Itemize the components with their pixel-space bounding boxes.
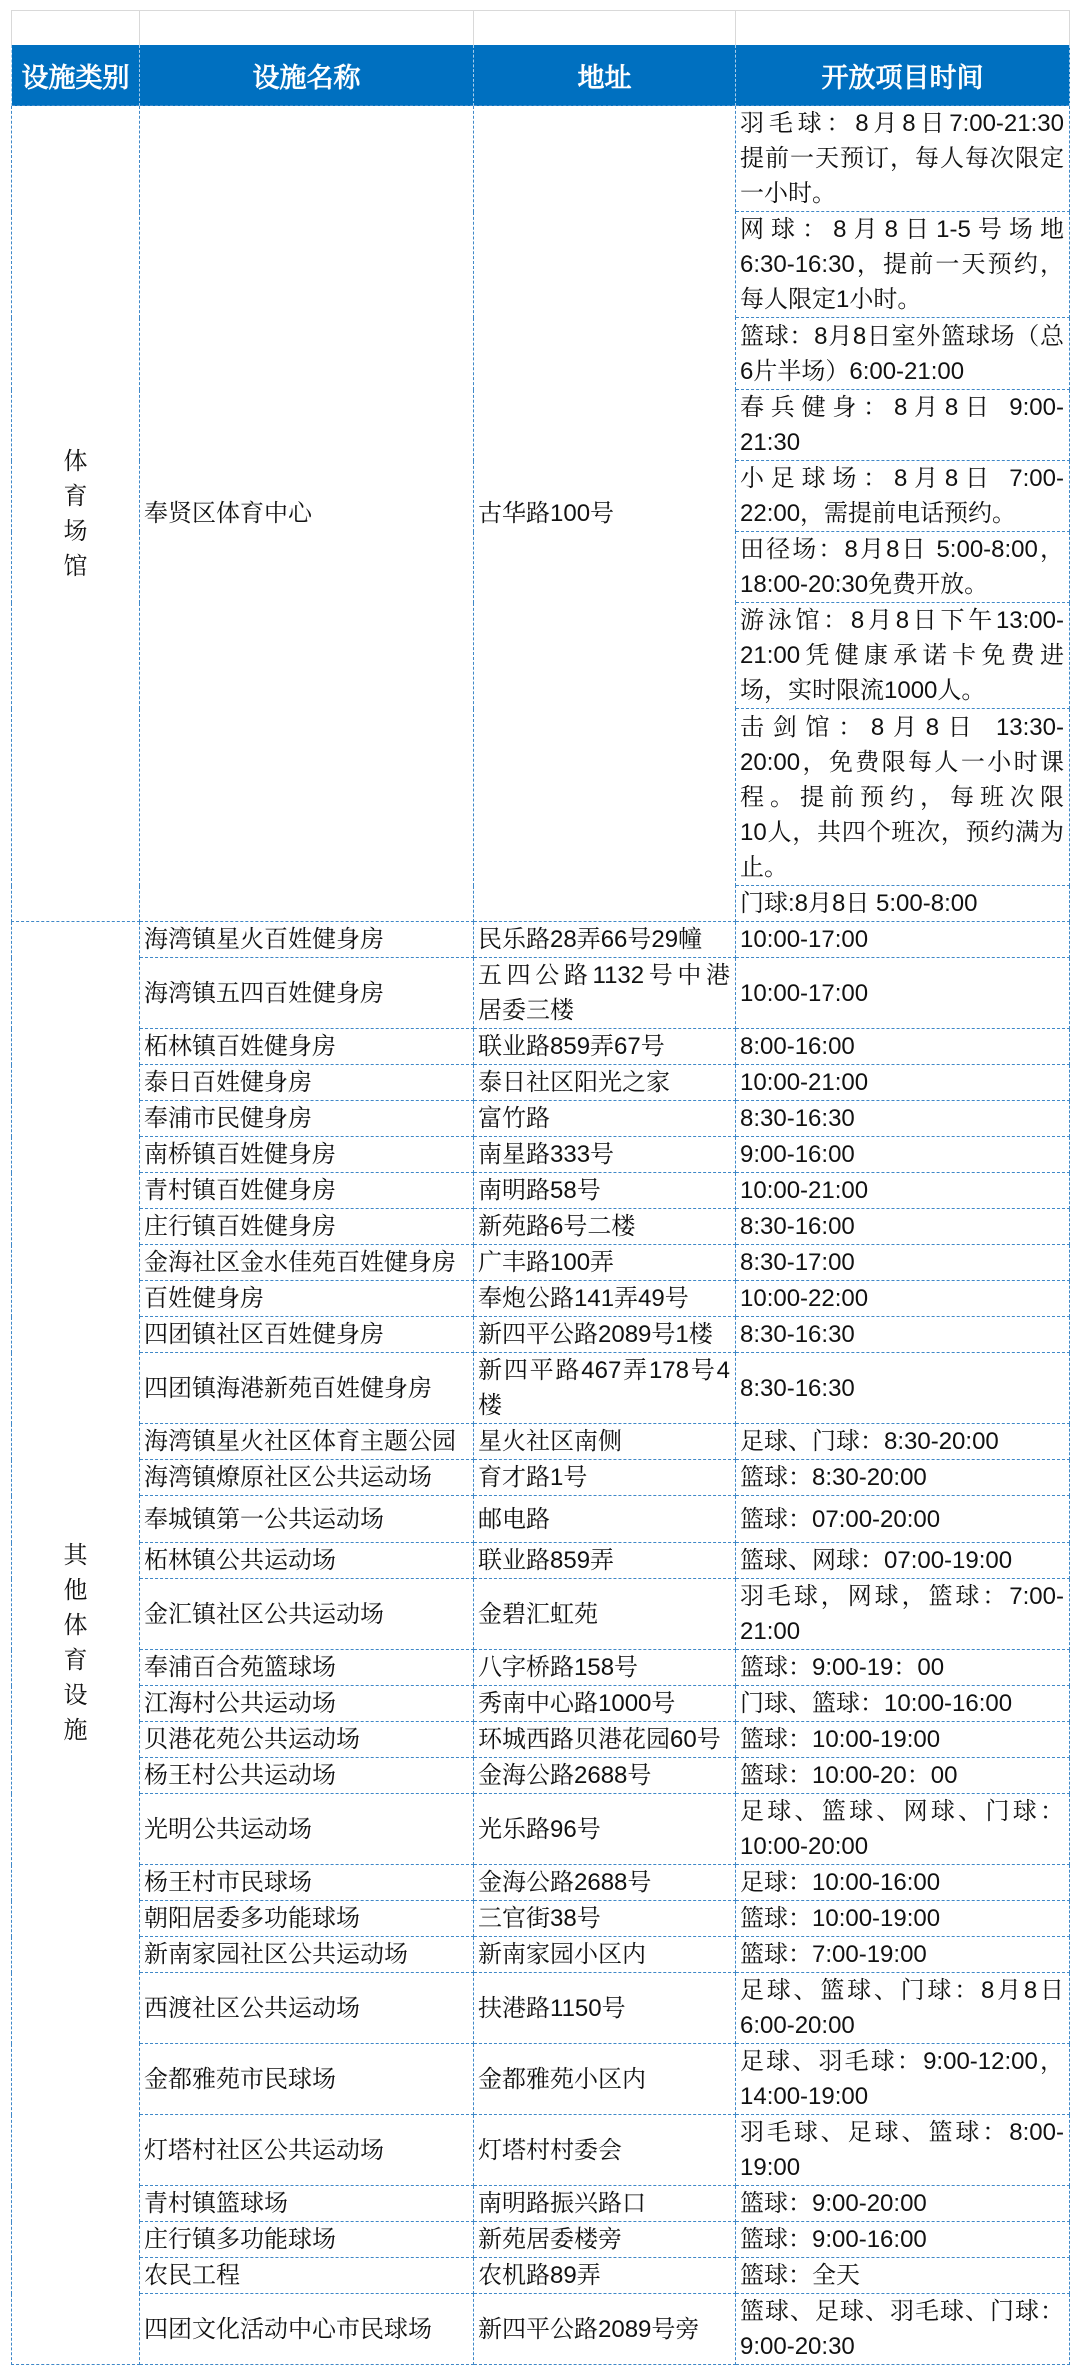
facility-name-cell (140, 2044, 474, 2115)
cell-text-line: 8:30-16:30 (740, 1374, 855, 1402)
cell-text-line: 金都雅苑市民球场 (144, 2065, 336, 2093)
hours-cell (736, 2258, 1070, 2294)
cell-text-line: 金海社区金水佳苑百姓健身房 (144, 1249, 456, 1276)
hours-cell (736, 212, 1070, 318)
hours-cell (736, 1460, 1070, 1496)
hours-cell (736, 1973, 1070, 2044)
cell-text-line: 篮球：8:30-20:00 (740, 1464, 927, 1491)
hours-cell (736, 1137, 1070, 1173)
cell-text-line: 西渡社区公共运动场 (144, 1994, 360, 2022)
cell-text-line: 足球：10:00-16:00 (740, 1869, 941, 1896)
cell-text-line: 金都雅苑小区内 (478, 2065, 646, 2093)
cell-text-line: 新南家园社区公共运动场 (144, 1941, 408, 1968)
cell-text-line: 居委三楼 (478, 997, 574, 1024)
table-row (12, 2222, 1070, 2258)
facility-name-cell (140, 1029, 474, 1065)
facility-name-cell (140, 1722, 474, 1758)
cell-text-line: 羽毛球，网球，篮球：7:00- (740, 1583, 1064, 1610)
cell-text-line: 灯塔村社区公共运动场 (144, 2136, 384, 2164)
blank-cell (12, 11, 140, 46)
cell-text-line: 6:00-20:00 (740, 2012, 855, 2039)
facility-name-cell (140, 1281, 474, 1317)
facility-name-cell (140, 2115, 474, 2186)
address-cell (474, 1245, 736, 1281)
cell-text-line: 篮球：7:00-19:00 (740, 1941, 927, 1968)
table-row (12, 1173, 1070, 1209)
cell-text-line: 21:00 (740, 1618, 801, 1645)
address-cell (474, 1758, 736, 1794)
table-row (12, 1937, 1070, 1973)
hours-cell (736, 1065, 1070, 1101)
address-cell (474, 1101, 736, 1137)
cell-text-line: 光乐路96号 (478, 1815, 601, 1843)
cell-text-line: 杨王村市民球场 (144, 1869, 312, 1896)
category-label: 体育场馆 (63, 447, 88, 580)
cell-text-line: 泰日社区阳光之家 (478, 1069, 670, 1096)
cell-text-line: 三官街38号 (478, 1905, 601, 1932)
hours-cell (736, 1579, 1070, 1650)
table-row (12, 1245, 1070, 1281)
cell-text-line: 南桥镇百姓健身房 (144, 1141, 336, 1168)
cell-text-line: 篮球、足球、羽毛球、门球： (740, 2298, 1064, 2325)
table-row (12, 1424, 1070, 1460)
cell-text-line: 击剑馆：8月8日 13:30- (740, 713, 1064, 741)
address-cell (474, 958, 736, 1029)
cell-text-line: 秀南中心路1000号 (478, 1690, 676, 1717)
table-row (12, 1281, 1070, 1317)
address-cell (474, 106, 736, 922)
table-row (12, 1353, 1070, 1424)
cell-text-line: 19:00 (740, 2154, 801, 2181)
blank-row (12, 11, 1070, 46)
cell-text-line: 农机路89弄 (478, 2262, 601, 2289)
hours-cell (736, 1496, 1070, 1543)
table-row (12, 1865, 1070, 1901)
table-row (12, 1543, 1070, 1579)
hours-cell (736, 1650, 1070, 1686)
hours-cell (736, 2115, 1070, 2186)
facility-name-cell (140, 2222, 474, 2258)
cell-text-line: 联业路859弄67号 (478, 1033, 665, 1060)
cell-text-line: 8:30-16:30 (740, 1321, 855, 1348)
address-cell (474, 2222, 736, 2258)
table-row (12, 1496, 1070, 1543)
address-cell (474, 1901, 736, 1937)
table-row (12, 1794, 1070, 1865)
cell-text-line: 光明公共运动场 (144, 1815, 312, 1843)
cell-text-line: 奉浦市民健身房 (144, 1105, 312, 1132)
hours-cell (736, 1937, 1070, 1973)
address: 古华路100号 (478, 500, 615, 527)
cell-text-line: 新苑路6号二楼 (478, 1213, 636, 1240)
cell-text-line: 10:00-22:00 (740, 1285, 869, 1312)
cell-text-line: 8:30-17:00 (740, 1249, 855, 1276)
hours-cell (736, 958, 1070, 1029)
cell-text-line: 网球：8月8日1-5号场地 (740, 216, 1064, 243)
cell-text-line: 联业路859弄 (478, 1547, 615, 1574)
hours-cell (736, 2186, 1070, 2222)
cell-text-line: 10:00-17:00 (740, 979, 869, 1007)
cell-text-line: 江海村公共运动场 (144, 1690, 336, 1717)
hours-cell (736, 1353, 1070, 1424)
table-row (12, 1137, 1070, 1173)
facility-name-cell (140, 2186, 474, 2222)
table-row (12, 1722, 1070, 1758)
cell-text-line: 篮球：全天 (740, 2262, 860, 2289)
table-row (12, 1317, 1070, 1353)
category-label: 其他体育设施 (63, 1542, 88, 1744)
cell-text-line: 环城西路贝港花园60号 (478, 1726, 721, 1753)
cell-text-line: 奉炮公路141弄49号 (478, 1285, 689, 1312)
cell-text-line: 22:00，需提前电话预约。 (740, 500, 1017, 527)
cell-text-line: 农民工程 (144, 2262, 240, 2289)
address-cell (474, 1460, 736, 1496)
cell-text-line: 程。提前预约，每班次限 (740, 783, 1064, 811)
facility-name-cell (140, 1496, 474, 1543)
table-row (12, 1686, 1070, 1722)
facility-name-cell (140, 1065, 474, 1101)
cell-text-line: 篮球：10:00-19:00 (740, 1905, 941, 1932)
hours-cell (736, 318, 1070, 390)
table-row (12, 2115, 1070, 2186)
header-row (12, 45, 1070, 106)
facility-table (11, 10, 1070, 2365)
address-cell (474, 1209, 736, 1245)
cell-text-line: 门球、篮球：10:00-16:00 (740, 1690, 1013, 1717)
table-row (12, 1901, 1070, 1937)
hours-cell (736, 1281, 1070, 1317)
address-cell (474, 1281, 736, 1317)
address-cell (474, 1065, 736, 1101)
cell-text-line: 南星路333号 (478, 1141, 615, 1168)
cell-text-line: 金海公路2688号 (478, 1869, 652, 1896)
cell-text-line: 新南家园小区内 (478, 1941, 646, 1968)
cell-text-line: 止。 (740, 853, 788, 881)
address-cell (474, 2186, 736, 2222)
address-cell (474, 1496, 736, 1543)
table-row (12, 1101, 1070, 1137)
facility-name-cell (140, 2294, 474, 2365)
category-cell (12, 922, 140, 2365)
cell-text-line: 足球、篮球、网球、门球： (740, 1798, 1064, 1825)
address-cell (474, 2294, 736, 2365)
hours-cell (736, 2294, 1070, 2365)
hours-cell (736, 1794, 1070, 1865)
cell-text-line: 海湾镇五四百姓健身房 (144, 979, 384, 1007)
cell-text-line: 篮球：8月8日室外篮球场（总 (740, 322, 1064, 350)
facility-name-cell (140, 1543, 474, 1579)
cell-text-line: 每人限定1小时。 (740, 286, 922, 313)
table-row (12, 2044, 1070, 2115)
header-category: 设施类别 (12, 45, 140, 106)
table-row (12, 1758, 1070, 1794)
table-row (12, 2186, 1070, 2222)
cell-text-line: 8:30-16:30 (740, 1105, 855, 1132)
cell-text-line: 田径场：8月8日 5:00-8:00， (740, 536, 1064, 563)
address-cell (474, 922, 736, 958)
hours-cell (736, 1101, 1070, 1137)
address-cell (474, 1424, 736, 1460)
cell-text-line: 八字桥路158号 (478, 1654, 639, 1681)
address-cell (474, 2258, 736, 2294)
cell-text-line: 庄行镇百姓健身房 (144, 1213, 336, 1240)
address-cell (474, 1173, 736, 1209)
facility-name-cell (140, 1973, 474, 2044)
cell-text-line: 庄行镇多功能球场 (144, 2226, 336, 2253)
cell-text-line: 广丰路100弄 (478, 1249, 615, 1276)
address-cell (474, 2044, 736, 2115)
address-cell (474, 1686, 736, 1722)
cell-text-line: 羽毛球：8月8日7:00-21:30 (740, 110, 1064, 137)
cell-text-line: 海湾镇星火社区体育主题公园 (144, 1428, 456, 1455)
facility-name-cell (140, 106, 474, 922)
hours-cell (736, 1722, 1070, 1758)
cell-text-line: 金海公路2688号 (478, 1762, 652, 1789)
cell-text-line: 新四平路467弄178号4 (478, 1357, 730, 1384)
hours-cell (736, 1424, 1070, 1460)
table-row (12, 1209, 1070, 1245)
hours-cell (736, 1173, 1070, 1209)
cell-text-line: 10:00-21:00 (740, 1069, 869, 1096)
table-row (12, 1579, 1070, 1650)
cell-text-line: 羽毛球、足球、篮球：8:00- (740, 2119, 1064, 2146)
address-cell (474, 1865, 736, 1901)
table-row (12, 1460, 1070, 1496)
cell-text-line: 6片半场）6:00-21:00 (740, 357, 965, 385)
facility-name-cell (140, 1758, 474, 1794)
cell-text-line: 提前一天预订，每人每次限定 (740, 145, 1064, 172)
cell-text-line: 10:00-17:00 (740, 926, 869, 953)
address-cell (474, 1650, 736, 1686)
header-open-hours: 开放项目时间 (736, 45, 1070, 106)
table-row (12, 1065, 1070, 1101)
cell-text-line: 21:00凭健康承诺卡免费进 (740, 642, 1064, 669)
cell-text-line: 20:00，免费限每人一小时课 (740, 748, 1064, 776)
cell-text-line: 富竹路 (478, 1105, 550, 1132)
facility-name-cell (140, 1209, 474, 1245)
cell-text-line: 贝港花苑公共运动场 (144, 1726, 360, 1753)
cell-text-line: 21:30 (740, 429, 801, 456)
facility-name-cell (140, 1460, 474, 1496)
cell-text-line: 14:00-19:00 (740, 2083, 869, 2110)
hours-cell (736, 1865, 1070, 1901)
hours-cell (736, 532, 1070, 603)
cell-text-line: 10:00-20:00 (740, 1833, 869, 1860)
cell-text-line: 新四平公路2089号旁 (478, 2315, 700, 2343)
address-cell (474, 1543, 736, 1579)
hours-cell (736, 922, 1070, 958)
cell-text-line: 场，实时限流1000人。 (740, 677, 986, 704)
cell-text-line: 朝阳居委多功能球场 (144, 1905, 360, 1932)
hours-cell (736, 886, 1070, 922)
cell-text-line: 6:30-16:30，提前一天预约， (740, 251, 1064, 278)
cell-text-line: 篮球：9:00-16:00 (740, 2226, 927, 2253)
cell-text-line: 泰日百姓健身房 (144, 1069, 312, 1096)
facility-name-cell (140, 1137, 474, 1173)
cell-text-line: 青村镇百姓健身房 (144, 1177, 336, 1204)
facility-name-cell (140, 958, 474, 1029)
cell-text-line: 篮球：07:00-20:00 (740, 1505, 941, 1533)
address-cell (474, 1794, 736, 1865)
facility-name-cell (140, 1101, 474, 1137)
cell-text-line: 百姓健身房 (144, 1285, 264, 1312)
cell-text-line: 篮球：9:00-19：00 (740, 1654, 945, 1681)
table-row (12, 2294, 1070, 2365)
hours-cell (736, 2044, 1070, 2115)
cell-text-line: 8:30-16:00 (740, 1213, 855, 1240)
cell-text-line: 9:00-16:00 (740, 1141, 855, 1168)
cell-text-line: 民乐路28弄66号29幢 (478, 926, 703, 953)
cell-text-line: 篮球：10:00-20：00 (740, 1762, 958, 1789)
cell-text-line: 10人，共四个班次，预约满为 (740, 818, 1064, 846)
cell-text-line: 8:00-16:00 (740, 1033, 855, 1060)
category-cell (12, 106, 140, 922)
address-cell (474, 1937, 736, 1973)
cell-text-line: 楼 (478, 1392, 502, 1419)
hours-cell (736, 603, 1070, 709)
facility-name-cell (140, 1353, 474, 1424)
table-row (12, 2258, 1070, 2294)
address-cell (474, 2115, 736, 2186)
cell-text-line: 一小时。 (740, 180, 836, 207)
cell-text-line: 门球:8月8日 5:00-8:00 (740, 890, 978, 917)
cell-text-line: 灯塔村村委会 (478, 2136, 622, 2164)
facility-name-cell (140, 1650, 474, 1686)
cell-text-line: 奉城镇第一公共运动场 (144, 1505, 384, 1533)
cell-text-line: 新四平公路2089号1楼 (478, 1321, 713, 1348)
cell-text-line: 足球、篮球、门球：8月8日 (740, 1977, 1064, 2004)
facility-name-cell (140, 1937, 474, 1973)
address-cell (474, 1973, 736, 2044)
header-address: 地址 (474, 45, 736, 106)
cell-text-line: 金碧汇虹苑 (478, 1600, 598, 1628)
address-cell (474, 1317, 736, 1353)
facility-name-cell (140, 1245, 474, 1281)
table-row (12, 958, 1070, 1029)
cell-text-line: 四团镇社区百姓健身房 (144, 1321, 384, 1348)
hours-cell (736, 1245, 1070, 1281)
cell-text-line: 篮球、网球：07:00-19:00 (740, 1547, 1013, 1574)
cell-text-line: 海湾镇星火百姓健身房 (144, 926, 384, 953)
hours-cell (736, 1686, 1070, 1722)
facility-name-cell (140, 1794, 474, 1865)
facility-name-cell (140, 1686, 474, 1722)
cell-text-line: 游泳馆：8月8日下午13:00- (740, 607, 1064, 634)
cell-text-line: 邮电路 (478, 1505, 550, 1533)
hours-cell (736, 106, 1070, 212)
facility-name: 奉贤区体育中心 (144, 500, 312, 527)
cell-text-line: 18:00-20:30免费开放。 (740, 571, 989, 598)
table-row (12, 1650, 1070, 1686)
cell-text-line: 四团文化活动中心市民球场 (144, 2315, 432, 2343)
cell-text-line: 小足球场：8月8日 7:00- (740, 465, 1064, 492)
table-row (12, 106, 1070, 212)
address-cell (474, 1137, 736, 1173)
cell-text-line: 柘林镇百姓健身房 (144, 1033, 336, 1060)
table-row (12, 1973, 1070, 2044)
facility-name-cell (140, 1865, 474, 1901)
address-cell (474, 1722, 736, 1758)
cell-text-line: 篮球：10:00-19:00 (740, 1726, 941, 1753)
facility-name-cell (140, 1424, 474, 1460)
blank-cell (140, 11, 474, 46)
cell-text-line: 金汇镇社区公共运动场 (144, 1600, 384, 1628)
hours-cell (736, 1901, 1070, 1937)
hours-cell (736, 1317, 1070, 1353)
facility-name-cell (140, 1173, 474, 1209)
cell-text-line: 9:00-20:30 (740, 2333, 855, 2360)
cell-text-line: 奉浦百合苑篮球场 (144, 1654, 336, 1681)
hours-cell (736, 1758, 1070, 1794)
facility-name-cell (140, 1901, 474, 1937)
blank-cell (474, 11, 736, 46)
cell-text-line: 扶港路1150号 (478, 1994, 626, 2022)
hours-cell (736, 1543, 1070, 1579)
table-row (12, 922, 1070, 958)
cell-text-line: 南明路振兴路口 (478, 2190, 646, 2217)
table-row (12, 1029, 1070, 1065)
cell-text-line: 星火社区南侧 (478, 1428, 622, 1455)
facility-name-cell (140, 1317, 474, 1353)
cell-text-line: 五四公路1132号中港 (478, 962, 730, 989)
hours-cell (736, 461, 1070, 532)
cell-text-line: 足球、羽毛球：9:00-12:00， (740, 2048, 1064, 2075)
cell-text-line: 杨王村公共运动场 (144, 1762, 336, 1789)
facility-name-cell (140, 1579, 474, 1650)
facility-table-sheet (11, 10, 1069, 2365)
address-cell (474, 1353, 736, 1424)
facility-name-cell (140, 2258, 474, 2294)
address-cell (474, 1579, 736, 1650)
cell-text-line: 10:00-21:00 (740, 1177, 869, 1204)
cell-text-line: 育才路1号 (478, 1464, 588, 1491)
hours-cell (736, 2222, 1070, 2258)
cell-text-line: 海湾镇燎原社区公共运动场 (144, 1464, 432, 1491)
cell-text-line: 新苑居委楼旁 (478, 2226, 622, 2253)
header-facility-name: 设施名称 (140, 45, 474, 106)
blank-cell (736, 11, 1070, 46)
hours-cell (736, 1209, 1070, 1245)
cell-text-line: 柘林镇公共运动场 (144, 1547, 336, 1574)
cell-text-line: 四团镇海港新苑百姓健身房 (144, 1374, 432, 1402)
cell-text-line: 春兵健身：8月8日 9:00- (740, 394, 1064, 421)
table-body (12, 106, 1070, 2365)
cell-text-line: 足球、门球：8:30-20:00 (740, 1428, 999, 1455)
hours-cell (736, 390, 1070, 461)
facility-name-cell (140, 922, 474, 958)
address-cell (474, 1029, 736, 1065)
hours-cell (736, 1029, 1070, 1065)
cell-text-line: 青村镇篮球场 (144, 2190, 288, 2217)
hours-cell (736, 709, 1070, 886)
cell-text-line: 南明路58号 (478, 1177, 601, 1204)
cell-text-line: 篮球：9:00-20:00 (740, 2190, 927, 2217)
